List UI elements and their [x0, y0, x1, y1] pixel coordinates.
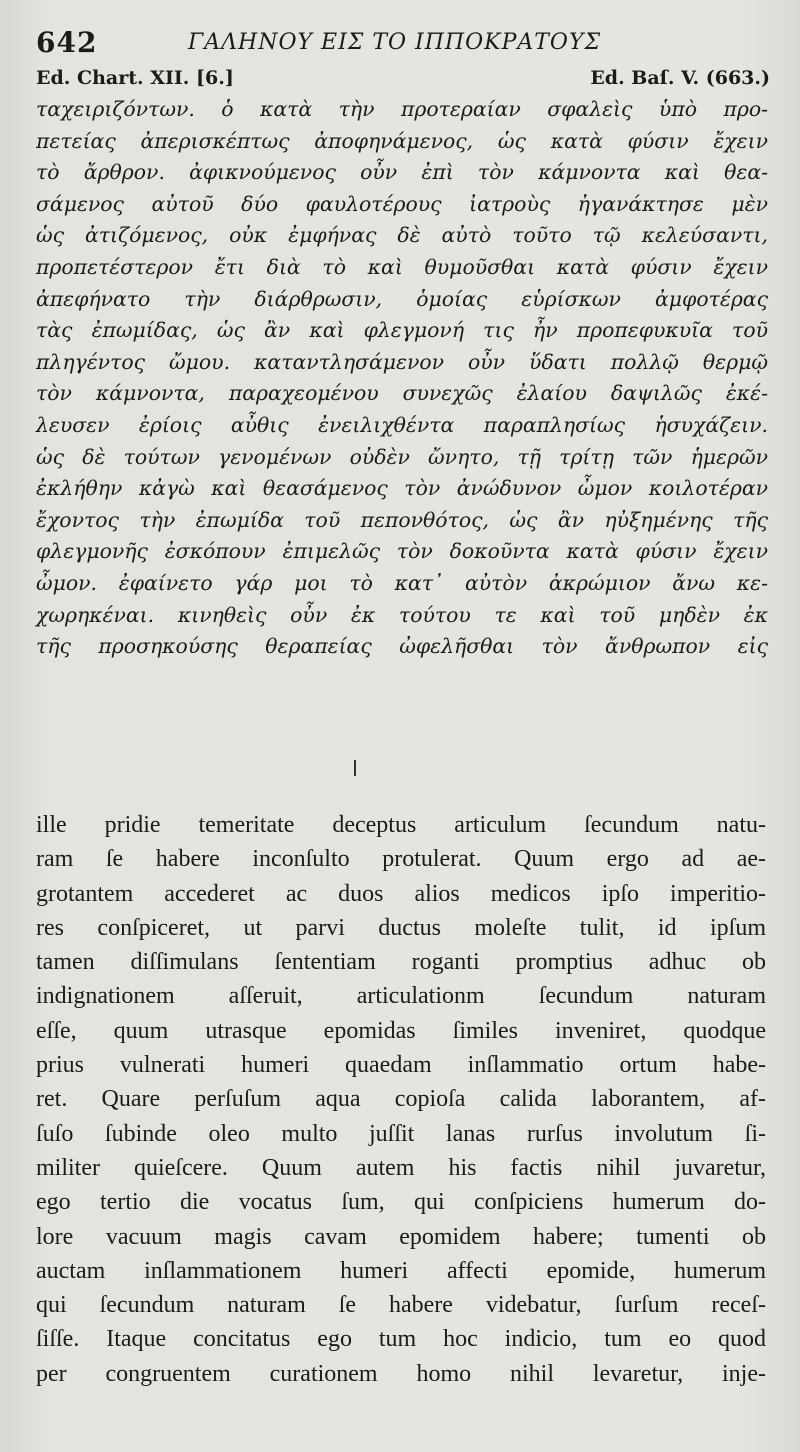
greek-line: ἀπεφήνατο τὴν διάρθρωσιν, ὁμοίας εὑρίσκων ἀμφοτέρας — [36, 286, 768, 311]
latin-line: militer quieſcere. Quum autem his factis nihil juvaretur, — [36, 1154, 766, 1181]
greek-line: τὸν κάμνοντα, παραχεομένου συνεχῶς ἐλαίου δαψιλῶς ἐκέ- — [36, 381, 768, 406]
greek-line: σάμενος αὐτοῦ δύο φαυλοτέρους ἰατροὺς ἠγανάκτησε μὲν — [36, 191, 768, 216]
latin-line: per congruentem curationem homo nihil levaretur, inje- — [36, 1360, 766, 1387]
latin-line: prius vulnerati humeri quaedam inſlammatio ortum habe- — [36, 1052, 766, 1079]
edition-basel-reference: Ed. Baſ. V. (663.) — [590, 67, 770, 89]
greek-line: ὡς δὲ τούτων γενομένων οὐδὲν ὤνητο, τῇ τρίτῃ τῶν ἡμερῶν — [36, 444, 768, 469]
greek-text-block — [36, 94, 768, 663]
greek-line: πετείας ἀπερισκέπτως ἀποφηνάμενος, ὡς κατὰ φύσιν ἔχειν — [36, 128, 768, 153]
page-number: 642 — [36, 26, 98, 59]
greek-line: ἐκλήθην κἀγὼ καὶ θεασάμενος τὸν ἀνώδυνον ὦμον κοιλοτέραν — [36, 476, 768, 501]
greek-line: προπετέστερον ἔτι διὰ τὸ καὶ θυμοῦσθαι κατὰ φύσιν ἔχειν — [36, 254, 768, 279]
latin-line: grotantem accederet ac duos alios medicos ipſo imperitio- — [36, 880, 766, 907]
edition-references — [36, 67, 770, 93]
latin-line: auctam inſlammationem humeri affecti epomide, humerum — [36, 1257, 766, 1284]
latin-text-block — [36, 808, 766, 1391]
latin-line: ſuſo ſubinde oleo multo juſſit lanas rurſus involutum ſi- — [36, 1120, 766, 1147]
greek-line: φλεγμονῆς ἐσκόπουν ἐπιμελῶς τὸν δοκοῦντα κατὰ φύσιν ἔχειν — [36, 539, 768, 564]
greek-line: τὰς ἐπωμίδας, ὡς ἂν καὶ φλεγμονή τις ἦν προπεφυκυῖα τοῦ — [36, 318, 768, 343]
greek-line: πληγέντος ὤμου. καταντλησάμενον οὖν ὕδατι πολλῷ θερμῷ — [36, 349, 768, 374]
latin-line: lore vacuum magis cavam epomidem habere; tumenti ob — [36, 1223, 766, 1250]
latin-line: qui ſecundum naturam ſe habere videbatur, ſurſum receſ- — [36, 1292, 766, 1319]
page-header — [36, 26, 776, 66]
greek-line: ὦμον. ἐφαίνετο γάρ μοι τὸ κατ᾽ αὐτὸν ἀκρώμιον ἄνω κε- — [36, 570, 768, 595]
latin-line: ram ſe habere inconſulto protulerat. Quum ergo ad ae- — [36, 846, 766, 873]
latin-line: res conſpiceret, ut parvi ductus moleſte tulit, id ipſum — [36, 914, 766, 941]
greek-line: χωρηκέναι. κινηθεὶς οὖν ἐκ τούτου τε καὶ τοῦ μηδὲν ἐκ — [36, 602, 768, 627]
greek-line: τῆς προσηκούσης θεραπείας ὠφελῆσθαι τὸν ἄνθρωπον εἰς — [36, 634, 768, 659]
latin-line: ego tertio die vocatus ſum, qui conſpiciens humerum do- — [36, 1189, 766, 1216]
greek-line: ὡς ἀτιζόμενος, οὐκ ἐμφήνας δὲ αὐτὸ τοῦτο τῷ κελεύσαντι, — [36, 223, 768, 248]
running-title: ΓΑΛΗΝΟΥ ΕΙΣ ΤΟ ΙΠΠΟΚΡΑΤΟΥΣ — [188, 30, 602, 55]
edition-chartier-reference: Ed. Chart. XII. [6.] — [36, 67, 234, 89]
latin-line: tamen diſſimulans ſententiam roganti promptius adhuc ob — [36, 949, 766, 976]
greek-line: ταχειριζόντων. ὁ κατὰ τὴν προτεραίαν σφαλεὶς ὑπὸ προ- — [36, 97, 768, 121]
latin-line: ſiſſe. Itaque concitatus ego tum hoc indicio, tum eo quod — [36, 1326, 766, 1353]
greek-line: λευσεν ἐρίοις αὖθις ἐνειλιχθέντα παραπλησίως ἡσυχάζειν. — [36, 412, 768, 437]
latin-line: ret. Quare perſuſum aqua copioſa calida laborantem, af- — [36, 1086, 766, 1113]
column-divider-mark — [354, 760, 356, 776]
greek-line: τὸ ἄρθρον. ἀφικνούμενος οὖν ἐπὶ τὸν κάμνοντα καὶ θεα- — [36, 160, 768, 185]
latin-line: indignationem aſſeruit, articulationm ſecundum naturam — [36, 983, 766, 1010]
greek-line: ἔχοντος τὴν ἐπωμίδα τοῦ πεπονθότος, ὡς ἂν ηὐξημένης τῆς — [36, 507, 768, 532]
latin-line: ille pridie temeritate deceptus articulum ſecundum natu- — [36, 812, 766, 838]
latin-line: eſſe, quum utrasque epomidas ſimiles inveniret, quodque — [36, 1017, 766, 1044]
